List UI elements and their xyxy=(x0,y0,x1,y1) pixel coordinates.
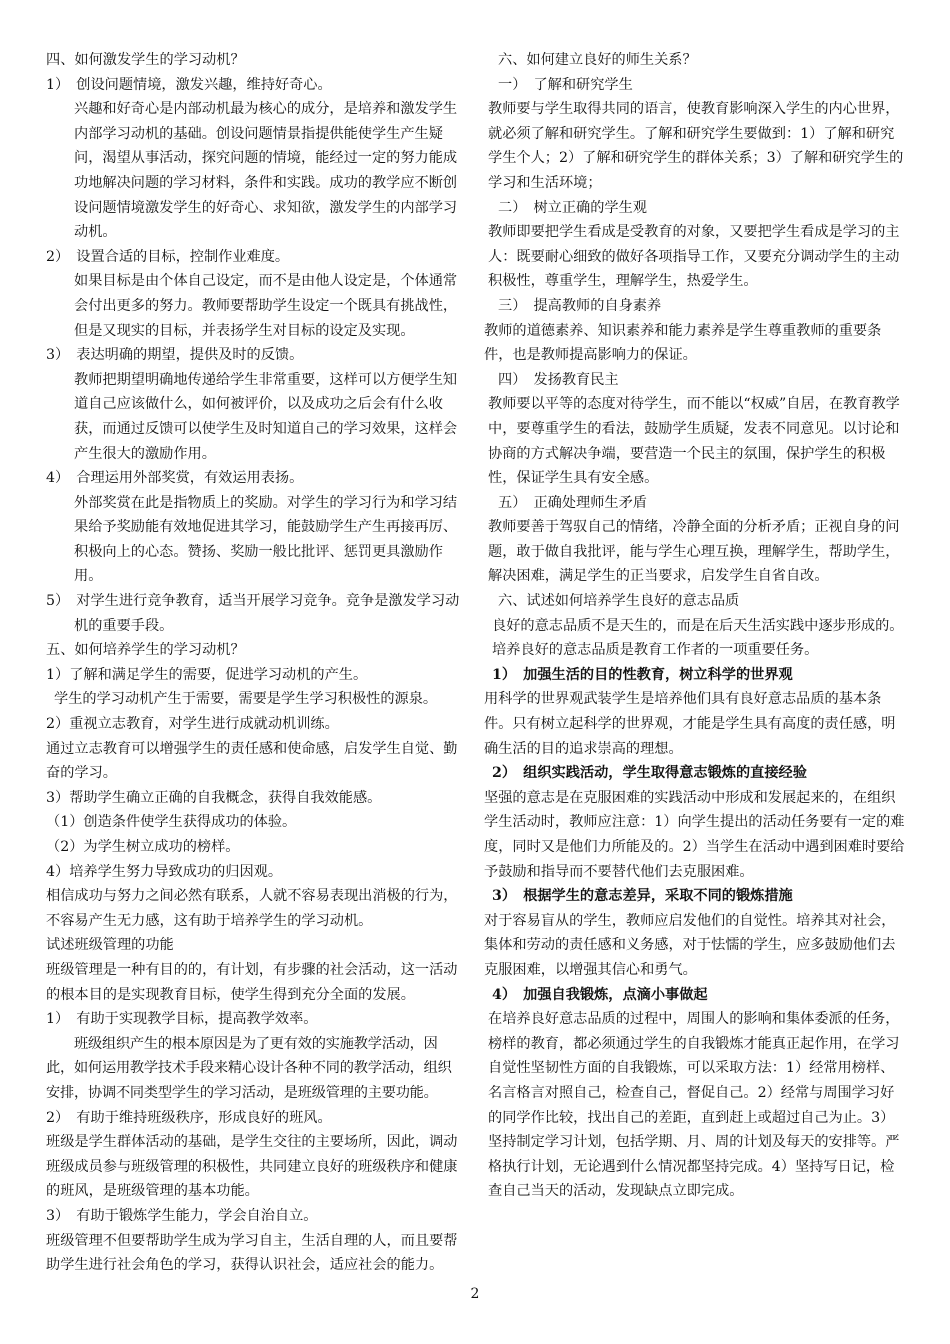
right-column-paragraph: 在培养良好意志品质的过程中，周围人的影响和集体委派的任务，榜样的教育，都必须通过学生的自我锻炼才能真正起作用，在学习自觉性坚韧性方面的自我锻炼，可以采取方法：1）经常用榜样、名言格言对照自己，检查自己，督促自己。2）经常与周围学习好的同学作比较，找出自己的差距，直到赶上或超过自己为止。3）坚持制定学习计划，包括学期、月、周的计划及每天的安排等。严格执行计划，无论遇到什么情况都坚持完成。4）坚持写日记，检查自己当天的活动，发现缺点立即完成。 xyxy=(488,1011,900,1200)
left-column-paragraph: 2）重视立志教育，对学生进行成就动机训练。 xyxy=(46,716,339,733)
left-column-paragraph: 班级是学生群体活动的基础，是学生交往的主要场所，因此，调动班级成员参与班级管理的积极性，共同建立良好的班级秩序和健康的班风，是班级管理的基本功能。 xyxy=(46,1134,458,1200)
left-column-paragraph: 3） 有助于锻炼学生能力，学会自治自立。 xyxy=(46,1207,318,1224)
left-column-paragraph: 班级管理不但要帮助学生成为学习自主，生活自理的人，而且要帮助学生进行社会角色的学习，获得认识社会，适应社会的能力。 xyxy=(46,1232,458,1274)
right-column xyxy=(484,48,908,1204)
left-column-paragraph: 相信成功与努力之间必然有联系，人就不容易表现出消极的行为，不容易产生无力感，这有助于培养学生的学习动机。 xyxy=(46,888,458,929)
left-column-paragraph: 四、如何激发学生的学习动机？ xyxy=(46,52,245,68)
left-column-paragraph: 教师把期望明确地传递给学生非常重要，这样可以方便学生知道自己应该做什么，如何被评价，以及成功之后会有什么收获，而通过反馈可以使学生及时知道自己的学习效果，这样会产生很大的激励作用。 xyxy=(74,371,458,462)
left-column-paragraph: 1） 创设问题情境，激发兴趣，维持好奇心。 xyxy=(46,76,332,93)
right-column-paragraph: 教师要善于驾驭自己的情绪，冷静全面的分析矛盾；正视自身的问题，敢于做自我批评，能与学生心理互换，理解学生，帮助学生，解决困难，满足学生的正当要求，启发学生自省自改。 xyxy=(488,519,900,585)
page-number: 2 xyxy=(470,1286,480,1302)
left-column xyxy=(46,48,464,1278)
right-column-paragraph: 教师即要把学生看成是受教育的对象，又要把学生看成是学习的主人：既要耐心细致的做好各项指导工作，又要充分调动学生的主动积极性，尊重学生，理解学生，热爱学生。 xyxy=(488,224,900,290)
right-column-paragraph: 4） 加强自我锻炼，点滴小事做起 xyxy=(492,986,708,1003)
left-column-paragraph: 外部奖赏在此是指物质上的奖励。对学生的学习行为和学习结果给予奖励能有效地促进其学习，能鼓励学生产生再接再厉、积极向上的心态。赞扬、奖励一般比批评、惩罚更具激励作用。 xyxy=(74,494,458,585)
right-column-paragraph: 坚强的意志是在克服困难的实践活动中形成和发展起来的，在组织学生活动时，教师应注意：1）向学生提出的活动任务要有一定的难度，同时又是他们力所能及的。2）当学生在活动中遇到困难时要给予鼓励和指导而不要替代他们去克服困难。 xyxy=(484,789,905,880)
left-column-paragraph: 如果目标是由个体自己设定，而不是由他人设定是，个体通常会付出更多的努力。教师要帮助学生设定一个既具有挑战性，但是又现实的目标，并表扬学生对目标的设定及实现。 xyxy=(74,273,458,339)
left-column-paragraph: 2） 设置合适的目标，控制作业难度。 xyxy=(46,248,290,265)
left-column-paragraph: 通过立志教育可以增强学生的责任感和使命感，启发学生自觉、勤奋的学习。 xyxy=(46,740,458,782)
left-column-paragraph: 1） 有助于实现教学目标，提高教学效率。 xyxy=(46,1011,318,1028)
left-column-paragraph: 五、如何培养学生的学习动机？ xyxy=(46,642,245,659)
right-column-paragraph: 六、如何建立良好的师生关系？ xyxy=(498,52,697,68)
left-column-paragraph: 1）了解和满足学生的需要，促进学习动机的产生。 xyxy=(46,666,368,683)
right-column-paragraph: 对于容易盲从的学生，教师应启发他们的自觉性。培养其对社会，集体和劳动的责任感和义务感，对于怯懦的学生，应多鼓励他们去克服困难，以增强其信心和勇气。 xyxy=(484,912,896,978)
right-column-paragraph: 教师要以平等的态度对待学生，而不能以“权威”自居，在教育教学中，要尊重学生的看法，鼓励学生质疑，发表不同意见。以讨论和协商的方式解决争端，要营造一个民主的氛围，保护学生的积极性，保证学生具有安全感。 xyxy=(488,396,900,487)
left-column-paragraph: 4） 合理运用外部奖赏，有效运用表扬。 xyxy=(46,470,304,487)
left-column-paragraph: 班级组织产生的根本原因是为了更有效的实施教学活动，因此，如何运用教学技术手段来精心设计各种不同的教学活动，组织安排，协调不同类型学生的学习活动，是班级管理的主要功能。 xyxy=(46,1035,452,1101)
left-column-paragraph: 2） 有助于维持班级秩序，形成良好的班风。 xyxy=(46,1109,332,1126)
left-column-paragraph: 学生的学习动机产生于需要，需要是学生学习积极性的源泉。 xyxy=(54,691,438,708)
right-column-paragraph: 良好的意志品质不是天生的，而是在后天生活实践中逐步形成的。培养良好的意志品质是教育工作者的一项重要任务。 xyxy=(492,617,904,659)
right-column-paragraph: 教师的道德素养、知识素养和能力素养是学生尊重教师的重要条件，也是教师提高影响力的保证。 xyxy=(484,322,882,364)
right-column-paragraph: 五） 正确处理师生矛盾 xyxy=(498,494,647,511)
right-column-paragraph: 三） 提高教师的自身素养 xyxy=(498,297,662,314)
right-column-paragraph: 用科学的世界观武装学生是培养他们具有良好意志品质的基本条件。只有树立起科学的世界观，才能是学生具有高度的责任感，明确生活的目的追求崇高的理想。 xyxy=(484,691,896,757)
left-column-paragraph: 3）帮助学生确立正确的自我概念，获得自我效能感。 xyxy=(46,789,382,806)
left-column-paragraph: 兴趣和好奇心是内部动机最为核心的成分，是培养和激发学生内部学习动机的基础。创设问题情景指提供能使学生产生疑问，渴望从事活动，探究问题的情境，能经过一定的努力能成功地解决问题的学习材料，条件和实践。成功的教学应不断创设问题情境激发学生的好奇心、求知欲，激发学生的内部学习动机。 xyxy=(74,101,458,241)
right-column-paragraph: 1） 加强生活的目的性教育，树立科学的世界观 xyxy=(492,666,793,683)
left-column-paragraph: 试述班级管理的功能 xyxy=(46,937,174,954)
left-column-paragraph: 3） 表达明确的期望，提供及时的反馈。 xyxy=(46,347,304,364)
right-column-paragraph: 一） 了解和研究学生 xyxy=(498,76,633,93)
right-column-paragraph: 教师要与学生取得共同的语言，使教育影响深入学生的内心世界，就必须了解和研究学生。了解和研究学生要做到：1）了解和研究学生个人；2）了解和研究学生的群体关系；3）了解和研究学生的学习和生活环境； xyxy=(488,101,904,191)
right-column-paragraph: 2） 组织实践活动，学生取得意志锻炼的直接经验 xyxy=(492,765,807,782)
left-column-paragraph: （1）创造条件使学生获得成功的体验。 xyxy=(46,814,297,831)
right-column-paragraph: 3） 根据学生的意志差异，采取不同的锻炼措施 xyxy=(492,888,793,905)
right-column-paragraph: 二） 树立正确的学生观 xyxy=(498,199,647,216)
right-column-paragraph: 四） 发扬教育民主 xyxy=(498,371,619,388)
left-column-paragraph: 班级管理是一种有目的的，有计划，有步骤的社会活动，这一活动的根本目的是实现教育目标，使学生得到充分全面的发展。 xyxy=(46,961,458,1003)
right-column-paragraph: 六、试述如何培养学生良好的意志品质 xyxy=(498,593,740,610)
left-column-paragraph: 4）培养学生努力导致成功的归因观。 xyxy=(46,863,283,880)
left-column-paragraph: （2）为学生树立成功的榜样。 xyxy=(46,839,240,855)
left-column-paragraph: 5） 对学生进行竞争教育，适当开展学习竞争。竞争是激发学习动机的重要手段。 xyxy=(46,593,460,634)
